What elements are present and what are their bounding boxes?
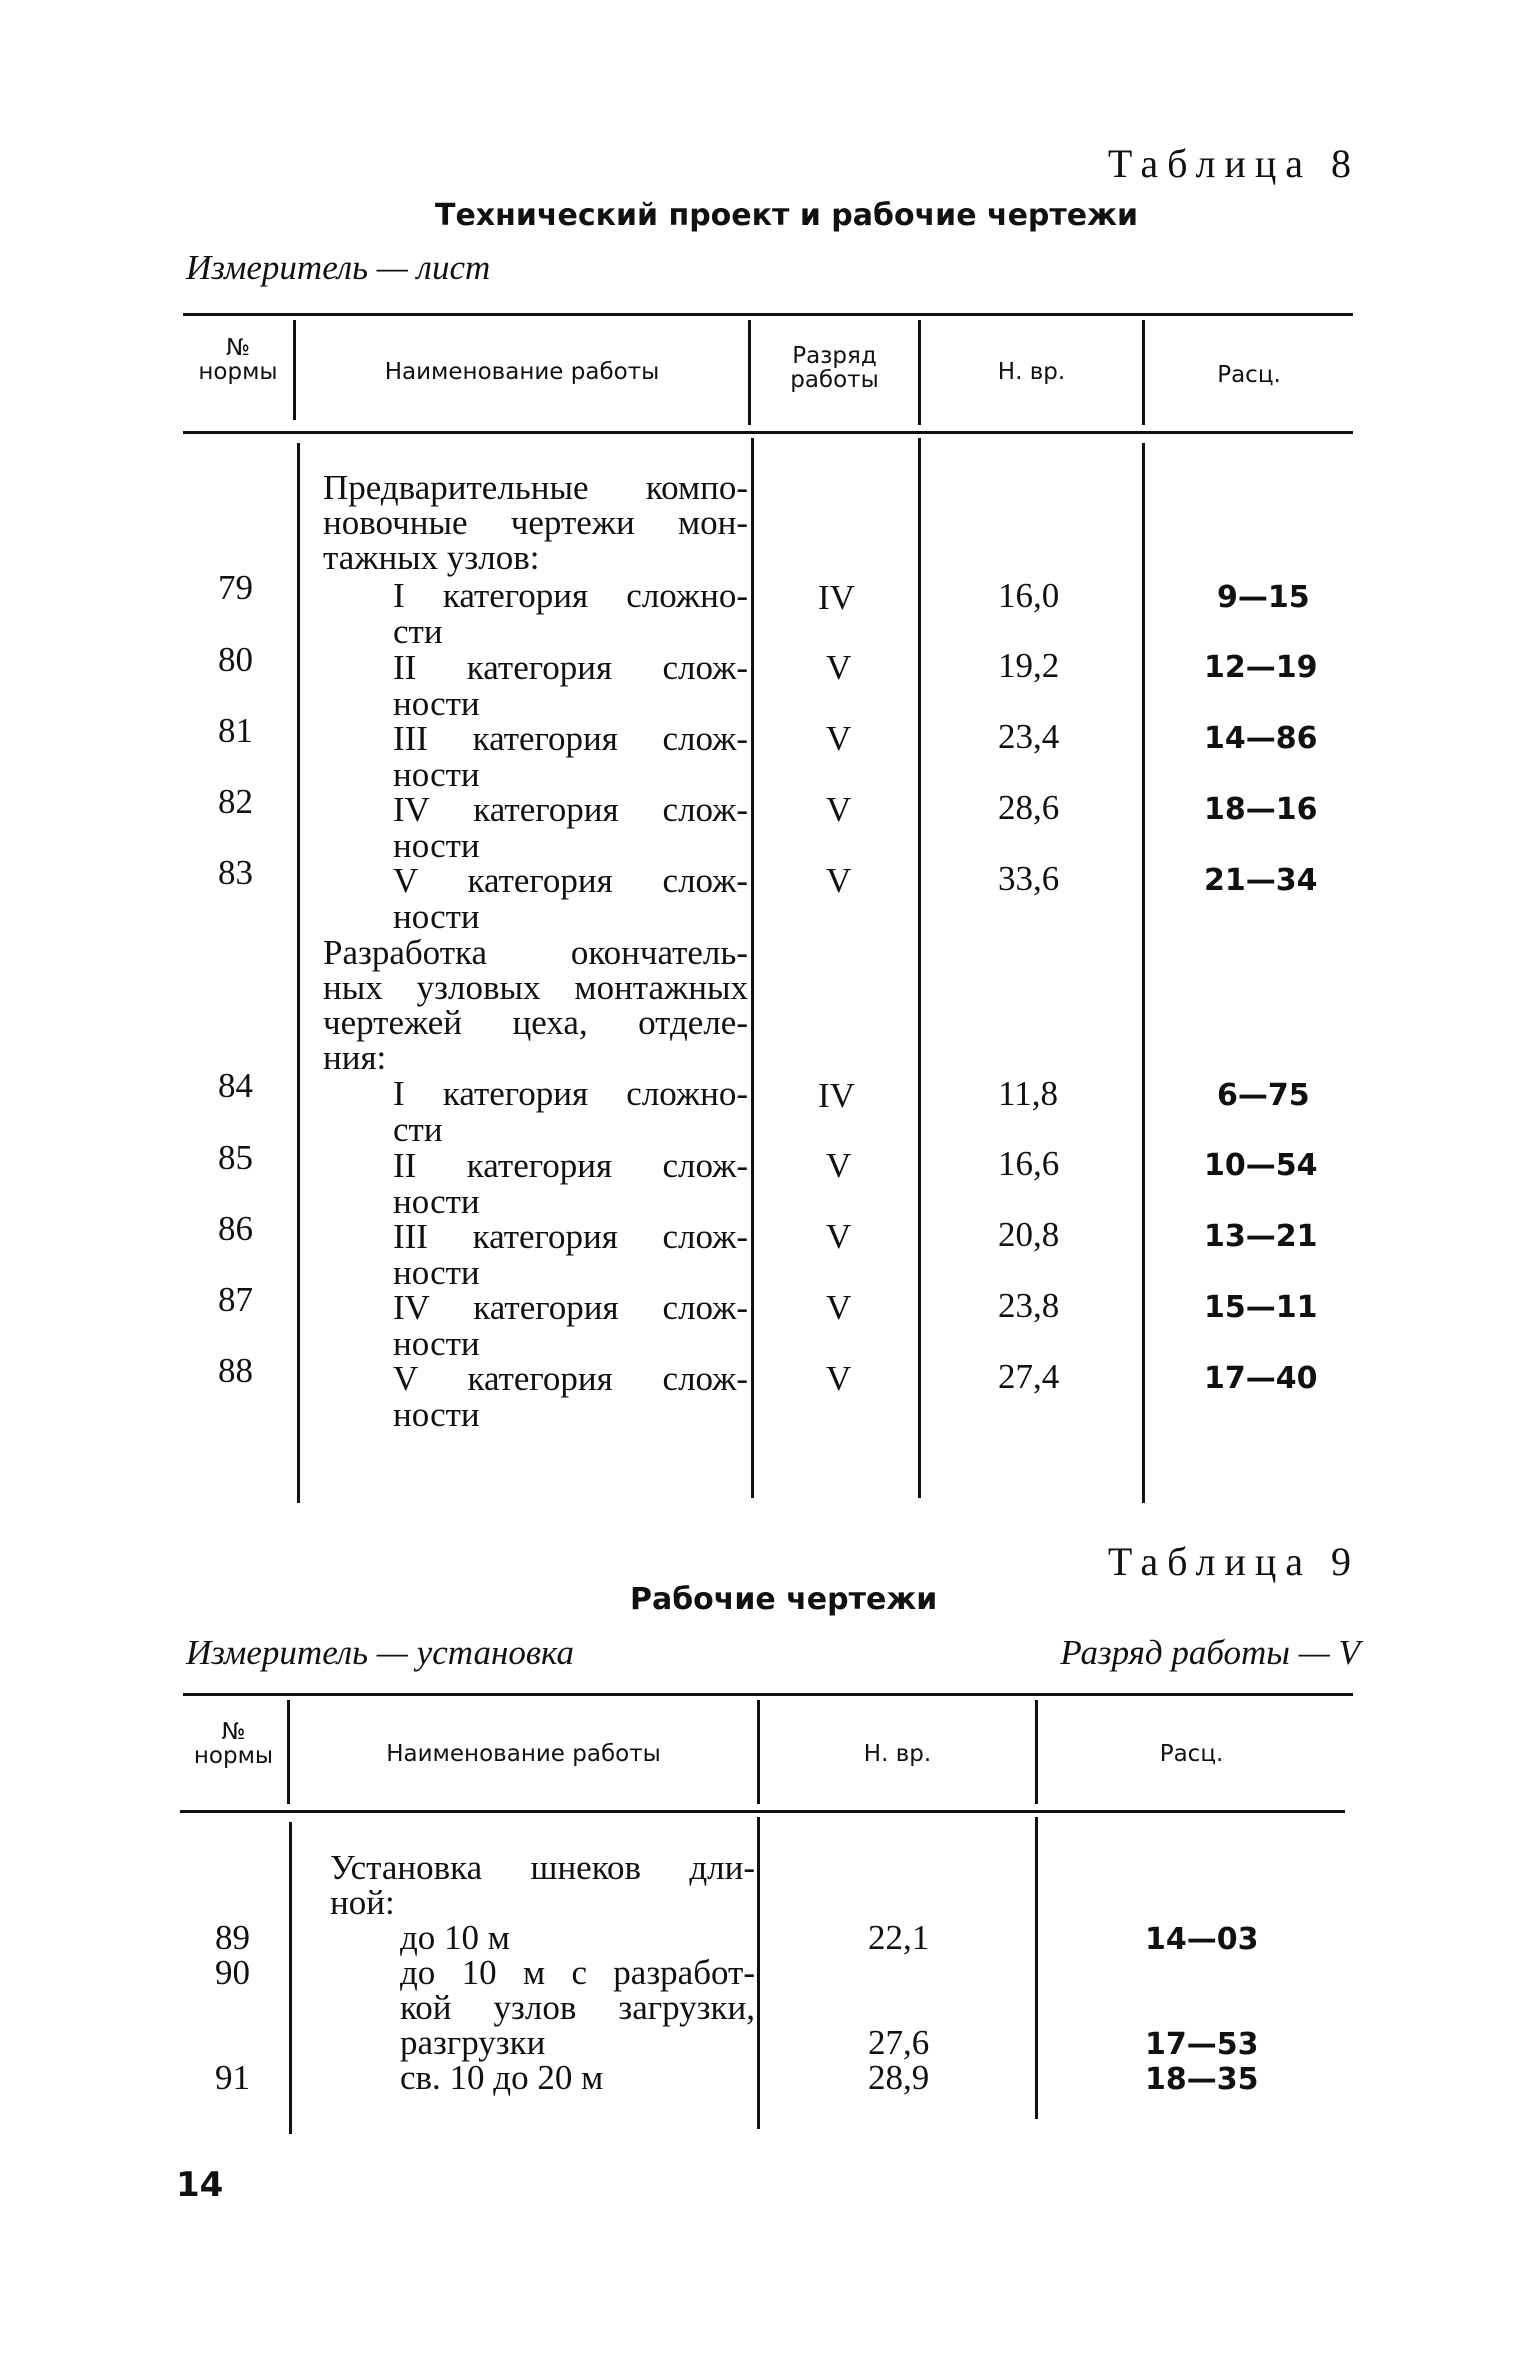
work-grade: V bbox=[826, 719, 852, 758]
table8-header-rate: Расц. bbox=[1217, 362, 1281, 388]
norm-number: 82 bbox=[218, 782, 253, 821]
rate-value: 17—40 bbox=[1204, 1361, 1318, 1396]
table8-header-name: Наименование работы bbox=[384, 359, 660, 385]
norm-number: 87 bbox=[218, 1280, 253, 1319]
table9-body-divider-2 bbox=[757, 1817, 760, 2129]
work-grade: V bbox=[826, 1288, 852, 1327]
table9-header-rule bbox=[180, 1810, 1345, 1813]
work-name: св. 10 до 20 м bbox=[400, 2058, 604, 2097]
table8-title: Технический проект и рабочие чертежи bbox=[435, 198, 1139, 233]
table9-label: Таблица 9 bbox=[1107, 1539, 1360, 1584]
norm-time: 27,6 bbox=[868, 2023, 930, 2062]
table9-header-norm-no: № нормы bbox=[193, 1719, 274, 1769]
work-grade: V bbox=[826, 861, 852, 900]
rate-value: 6—75 bbox=[1217, 1078, 1310, 1113]
table9-header-name: Наименование работы bbox=[386, 1741, 661, 1767]
norm-time: 11,8 bbox=[998, 1074, 1058, 1113]
norm-time: 22,1 bbox=[868, 1918, 930, 1957]
work-name-cont: сти bbox=[393, 612, 443, 651]
table9-header-rate: Расц. bbox=[1159, 1741, 1224, 1767]
norm-time: 16,6 bbox=[998, 1144, 1060, 1183]
rate-value: 12—19 bbox=[1204, 650, 1318, 685]
norm-time: 33,6 bbox=[998, 859, 1060, 898]
work-name-cont: ности bbox=[393, 1253, 480, 1292]
table9-group-line1: Установка шнеков дли- bbox=[330, 1848, 755, 1887]
table8-group1-line3: тажных узлов: bbox=[323, 538, 540, 577]
rate-value: 18—35 bbox=[1145, 2062, 1259, 2097]
work-name: I категория сложно- bbox=[393, 1074, 748, 1113]
work-grade: V bbox=[826, 648, 852, 687]
work-name-cont: ности bbox=[393, 1395, 480, 1434]
work-name-cont: ности bbox=[393, 897, 480, 936]
work-name-cont: ности bbox=[393, 826, 480, 865]
table8-group1-line2: новочные чертежи мон- bbox=[323, 503, 748, 542]
table8-body-divider-4 bbox=[1142, 443, 1145, 1503]
work-name: V категория слож- bbox=[393, 861, 748, 900]
table8-measure: Измеритель — лист bbox=[186, 248, 491, 287]
norm-time: 23,4 bbox=[998, 717, 1060, 756]
work-name: до 10 м с разработ- bbox=[400, 1953, 755, 1992]
work-name-cont: ности bbox=[393, 684, 480, 723]
table8-header-grade: Разряд работы bbox=[790, 343, 879, 393]
rate-value: 17—53 bbox=[1145, 2027, 1259, 2062]
work-name-cont: сти bbox=[393, 1110, 443, 1149]
norm-number: 80 bbox=[218, 640, 253, 679]
rate-value: 14—03 bbox=[1145, 1922, 1259, 1957]
work-grade: V bbox=[826, 1146, 852, 1185]
work-name-cont: разгрузки bbox=[400, 2023, 546, 2062]
norm-number: 84 bbox=[218, 1066, 253, 1105]
norm-time: 28,6 bbox=[998, 788, 1060, 827]
work-name-cont: ности bbox=[393, 1324, 480, 1363]
rate-value: 14—86 bbox=[1204, 721, 1318, 756]
rate-value: 18—16 bbox=[1204, 792, 1318, 827]
work-name: II категория слож- bbox=[393, 648, 748, 687]
work-name: I категория сложно- bbox=[393, 576, 748, 615]
table8-body-divider-3 bbox=[918, 438, 921, 1498]
table9-measure: Измеритель — установка bbox=[186, 1633, 575, 1672]
table8-body-divider-2 bbox=[751, 438, 754, 1498]
norm-time: 20,8 bbox=[998, 1215, 1060, 1254]
norm-number: 85 bbox=[218, 1138, 253, 1177]
norm-number: 91 bbox=[215, 2058, 250, 2097]
work-grade: V bbox=[826, 1217, 852, 1256]
table8-top-rule bbox=[183, 313, 1353, 316]
norm-time: 16,0 bbox=[998, 576, 1060, 615]
table9-header-time: Н. вр. bbox=[863, 1741, 932, 1767]
rate-value: 15—11 bbox=[1204, 1290, 1318, 1325]
norm-number: 89 bbox=[215, 1918, 250, 1957]
norm-time: 23,8 bbox=[998, 1286, 1060, 1325]
table9-grade-note: Разряд работы — V bbox=[1060, 1633, 1360, 1672]
work-name: III категория слож- bbox=[393, 719, 748, 758]
table8-group2-line3: чертежей цеха, отделе- bbox=[323, 1003, 748, 1042]
work-grade: V bbox=[826, 1359, 852, 1398]
norm-number: 81 bbox=[218, 711, 253, 750]
table8-header-norm-no: № нормы bbox=[198, 335, 278, 385]
work-grade: IV bbox=[818, 1076, 855, 1115]
norm-number: 86 bbox=[218, 1209, 253, 1248]
norm-time: 28,9 bbox=[868, 2058, 930, 2097]
norm-number: 90 bbox=[215, 1953, 250, 1992]
norm-number: 83 bbox=[218, 853, 253, 892]
rate-value: 10—54 bbox=[1204, 1148, 1318, 1183]
rate-value: 13—21 bbox=[1204, 1219, 1318, 1254]
work-name: II категория слож- bbox=[393, 1146, 748, 1185]
table8-label: Таблица 8 bbox=[1107, 141, 1360, 186]
work-grade: V bbox=[826, 790, 852, 829]
table9-group-line2: ной: bbox=[330, 1883, 395, 1922]
table8-group2-line1: Разработка окончатель- bbox=[323, 933, 748, 972]
table8-body-divider-1 bbox=[297, 443, 300, 1503]
work-name: до 10 м bbox=[400, 1918, 510, 1957]
work-name-cont: ности bbox=[393, 1182, 480, 1221]
table9-body-divider-3 bbox=[1035, 1817, 1038, 2119]
table8-group2-line2: ных узловых монтажных bbox=[323, 968, 748, 1007]
work-name: III категория слож- bbox=[393, 1217, 748, 1256]
table9-body-divider-1 bbox=[289, 1822, 292, 2134]
norm-time: 27,4 bbox=[998, 1357, 1060, 1396]
work-name-cont: кой узлов загрузки, bbox=[400, 1988, 755, 2027]
norm-time: 19,2 bbox=[998, 646, 1060, 685]
norm-number: 88 bbox=[218, 1351, 253, 1390]
rate-value: 21—34 bbox=[1204, 863, 1318, 898]
work-name: IV категория слож- bbox=[393, 790, 748, 829]
table8-header-time: Н. вр. bbox=[997, 359, 1066, 385]
table8-header-rule bbox=[183, 431, 1353, 434]
table9-title: Рабочие чертежи bbox=[630, 1582, 938, 1617]
work-name-cont: ности bbox=[393, 755, 480, 794]
page-number: 14 bbox=[176, 2165, 224, 2205]
norm-number: 79 bbox=[218, 568, 253, 607]
table8-group1-line1: Предварительные компо- bbox=[323, 468, 748, 507]
work-name: IV категория слож- bbox=[393, 1288, 748, 1327]
work-name: V категория слож- bbox=[393, 1359, 748, 1398]
work-grade: IV bbox=[818, 578, 855, 617]
table9-top-rule bbox=[183, 1693, 1353, 1696]
rate-value: 9—15 bbox=[1217, 580, 1310, 615]
table8-group2-line4: ния: bbox=[323, 1038, 387, 1077]
